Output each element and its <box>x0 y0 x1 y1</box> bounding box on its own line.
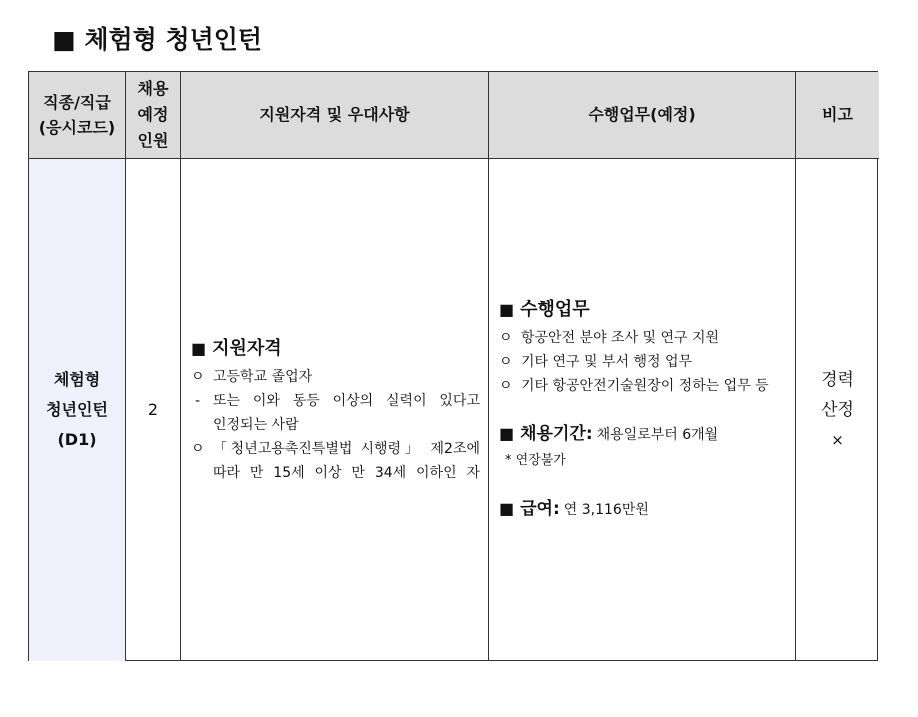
circle-bullet-icon: ㅇ <box>191 441 205 457</box>
job-line: 체험형 <box>53 370 101 389</box>
qualification-section-title <box>191 335 480 363</box>
header-remarks: 비고 <box>796 72 879 159</box>
list-item <box>191 413 480 437</box>
period-note: * 연장불가 <box>505 453 566 468</box>
salary-value: 연 3,116만원 <box>563 502 649 518</box>
remark-line: 경력 <box>821 370 854 390</box>
duties-cell <box>489 159 796 661</box>
count-cell: 2 <box>126 159 181 661</box>
header-duties: 수행업무(예정) <box>489 72 796 159</box>
list-item-text: 항공안전 분야 조사 및 연구 지원 <box>521 330 720 346</box>
circle-bullet-icon: ㅇ <box>499 378 513 394</box>
list-item <box>191 437 480 461</box>
job-line: (D1) <box>57 430 97 449</box>
list-item <box>191 389 480 413</box>
duties-title-text: 수행업무 <box>520 299 590 320</box>
recruitment-table <box>28 71 878 661</box>
header-count <box>126 72 181 159</box>
dash-bullet-icon: - <box>195 393 201 409</box>
square-bullet-icon: ■ <box>499 499 515 518</box>
duties-section-title <box>499 296 789 324</box>
qualification-title-text: 지원자격 <box>212 338 282 359</box>
header-job-line: (응시코드) <box>38 118 116 137</box>
circle-bullet-icon: ㅇ <box>499 354 513 370</box>
cross-mark-icon: × <box>831 431 844 449</box>
header-job-line: 직종/직급 <box>43 93 111 112</box>
circle-bullet-icon: ㅇ <box>191 369 205 385</box>
list-item-text: 또는 이와 동등 이상의 실력이 있다고 <box>213 393 480 409</box>
square-bullet-icon: ■ <box>499 424 515 443</box>
header-count-line: 채용 <box>137 79 169 98</box>
empty-bullet <box>191 413 213 437</box>
list-item <box>191 365 480 389</box>
list-item <box>499 326 789 350</box>
job-line: 청년인턴 <box>46 400 108 419</box>
remark-line: 산정 <box>821 400 854 420</box>
list-item-text: 기타 항공안전기술원장이 정하는 업무 등 <box>521 378 769 394</box>
period-row <box>499 420 789 449</box>
list-item-text: 고등학교 졸업자 <box>213 369 313 385</box>
empty-bullet <box>191 461 213 485</box>
list-item <box>499 374 789 398</box>
header-count-line: 인원 <box>137 131 169 150</box>
header-qualification: 지원자격 및 우대사항 <box>181 72 489 159</box>
list-item-text: 기타 연구 및 부서 행정 업무 <box>521 354 693 370</box>
remarks-cell <box>796 159 879 661</box>
job-cell <box>29 159 126 661</box>
list-item-text: 따라 만 15세 이상 만 34세 이하인 자 <box>213 465 480 481</box>
page-title: ■ 체험형 청년인턴 <box>52 25 263 54</box>
list-item-text: 인정되는 사람 <box>213 417 299 433</box>
list-item <box>499 350 789 374</box>
header-job <box>29 72 126 159</box>
period-value: 채용일로부터 6개월 <box>596 427 719 443</box>
list-item <box>191 461 480 485</box>
qualification-cell <box>181 159 489 661</box>
header-count-line: 예정 <box>137 105 169 124</box>
salary-row <box>499 495 789 524</box>
circle-bullet-icon: ㅇ <box>499 330 513 346</box>
square-bullet-icon: ■ <box>499 300 515 319</box>
square-bullet-icon: ■ <box>191 339 207 358</box>
list-item-text: 「청년고용촉진특별법 시행령」 제2조에 <box>213 441 480 457</box>
period-label: 채용기간: <box>520 424 593 444</box>
salary-label: 급여: <box>520 499 560 519</box>
